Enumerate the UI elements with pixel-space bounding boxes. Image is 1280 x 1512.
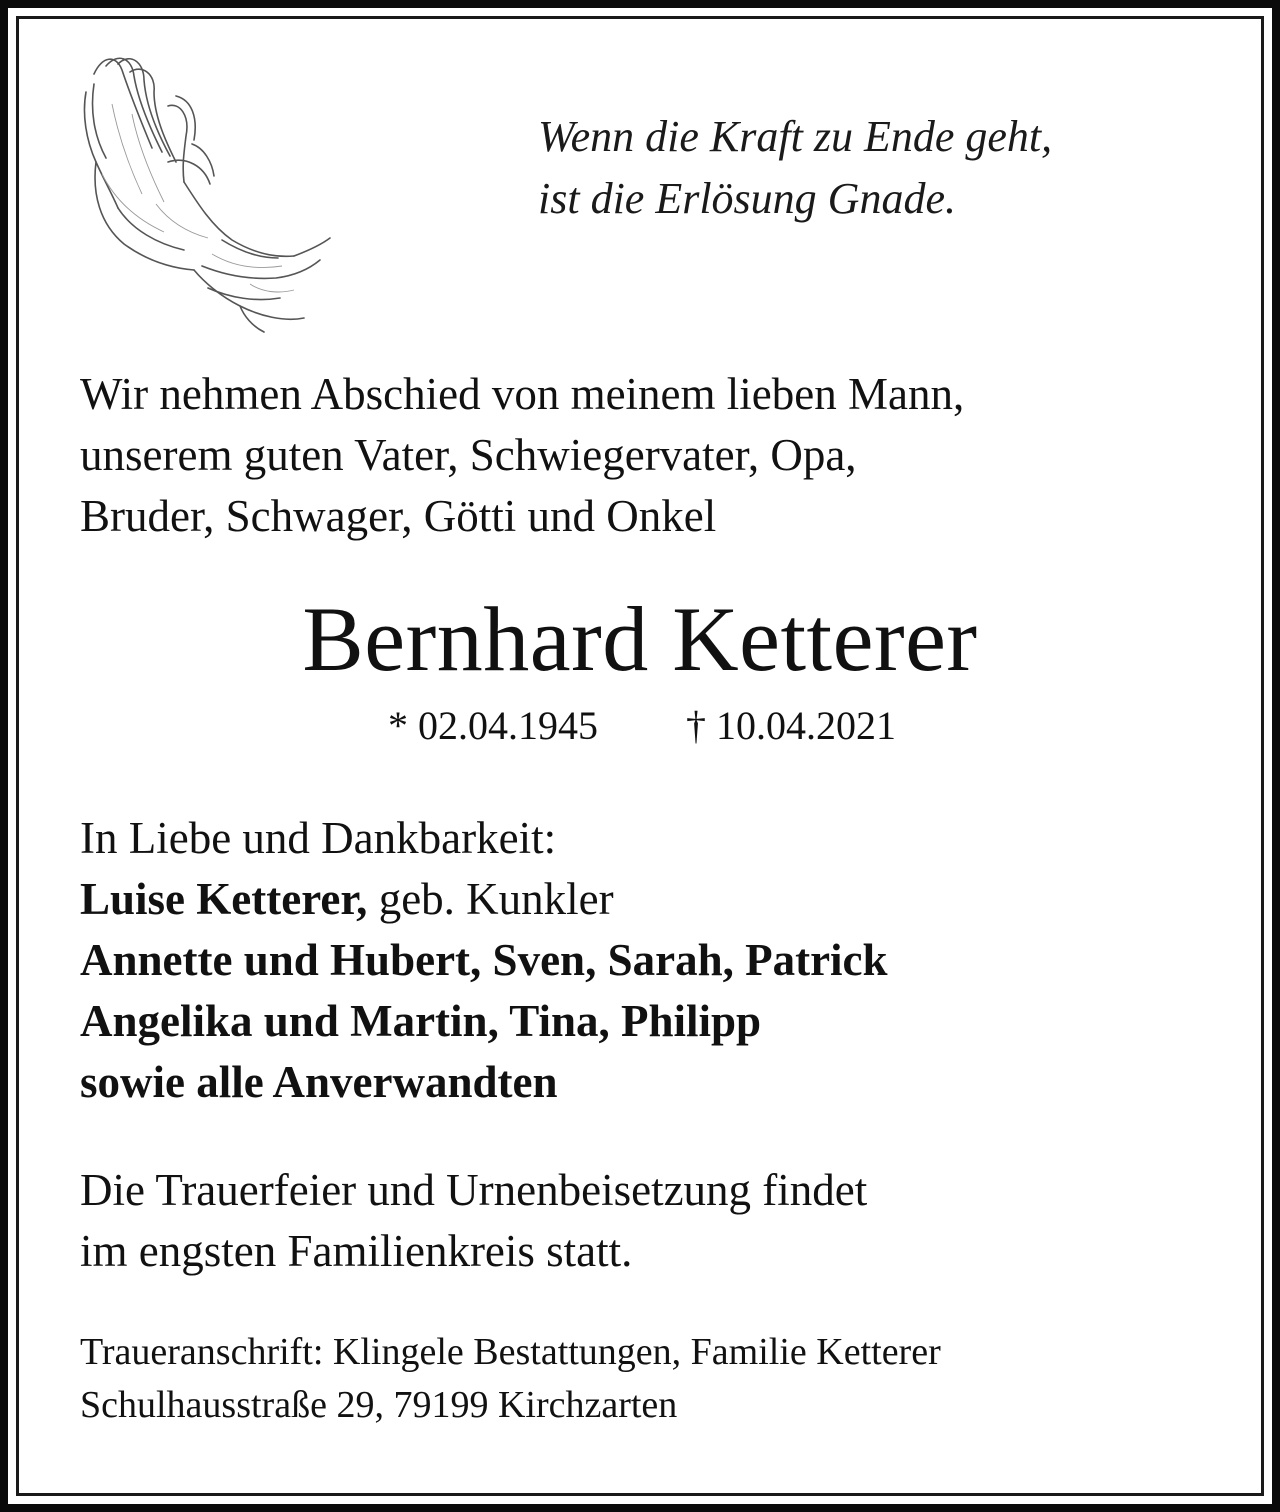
spouse-name: Luise Ketterer, bbox=[80, 874, 368, 924]
mourning-address bbox=[80, 1326, 941, 1432]
address-line-1: Traueranschrift: Klingele Bestattungen, Familie Ketterer bbox=[80, 1331, 941, 1373]
mourner-line-children-2: Angelika und Martin, Tina, Philipp bbox=[80, 996, 762, 1046]
address-line-2: Schulhausstraße 29, 79199 Kirchzarten bbox=[80, 1384, 678, 1426]
intro-line-1: Wir nehmen Abschied von meinem lieben Mann, bbox=[80, 369, 965, 419]
service-notice bbox=[80, 1160, 867, 1282]
spouse-birthname: geb. Kunkler bbox=[367, 874, 614, 924]
death-date: † 10.04.2021 bbox=[686, 703, 896, 748]
intro-line-3: Bruder, Schwager, Götti und Onkel bbox=[80, 491, 717, 541]
mourners-list bbox=[80, 808, 888, 1113]
deceased-name: Bernhard Ketterer bbox=[302, 588, 978, 690]
intro-text bbox=[80, 364, 964, 547]
service-line-1: Die Trauerfeier und Urnenbeisetzung findet bbox=[80, 1165, 868, 1215]
mourner-line-children-1: Annette und Hubert, Sven, Sarah, Patrick bbox=[80, 935, 888, 985]
motto-line-1: Wenn die Kraft zu Ende geht, bbox=[538, 112, 1053, 161]
service-line-2: im engsten Familienkreis statt. bbox=[80, 1226, 633, 1276]
mourner-spouse bbox=[80, 869, 888, 930]
mourners-heading: In Liebe und Dankbarkeit: bbox=[80, 813, 557, 863]
intro-line-2: unserem guten Vater, Schwiegervater, Opa, bbox=[80, 430, 857, 480]
mourner-line-relatives: sowie alle Anverwandten bbox=[80, 1057, 558, 1107]
praying-hands-icon bbox=[72, 44, 334, 334]
motto-line-2: ist die Erlösung Gnade. bbox=[538, 174, 956, 223]
motto-quote bbox=[538, 106, 1052, 230]
birth-date: * 02.04.1945 bbox=[388, 703, 598, 748]
